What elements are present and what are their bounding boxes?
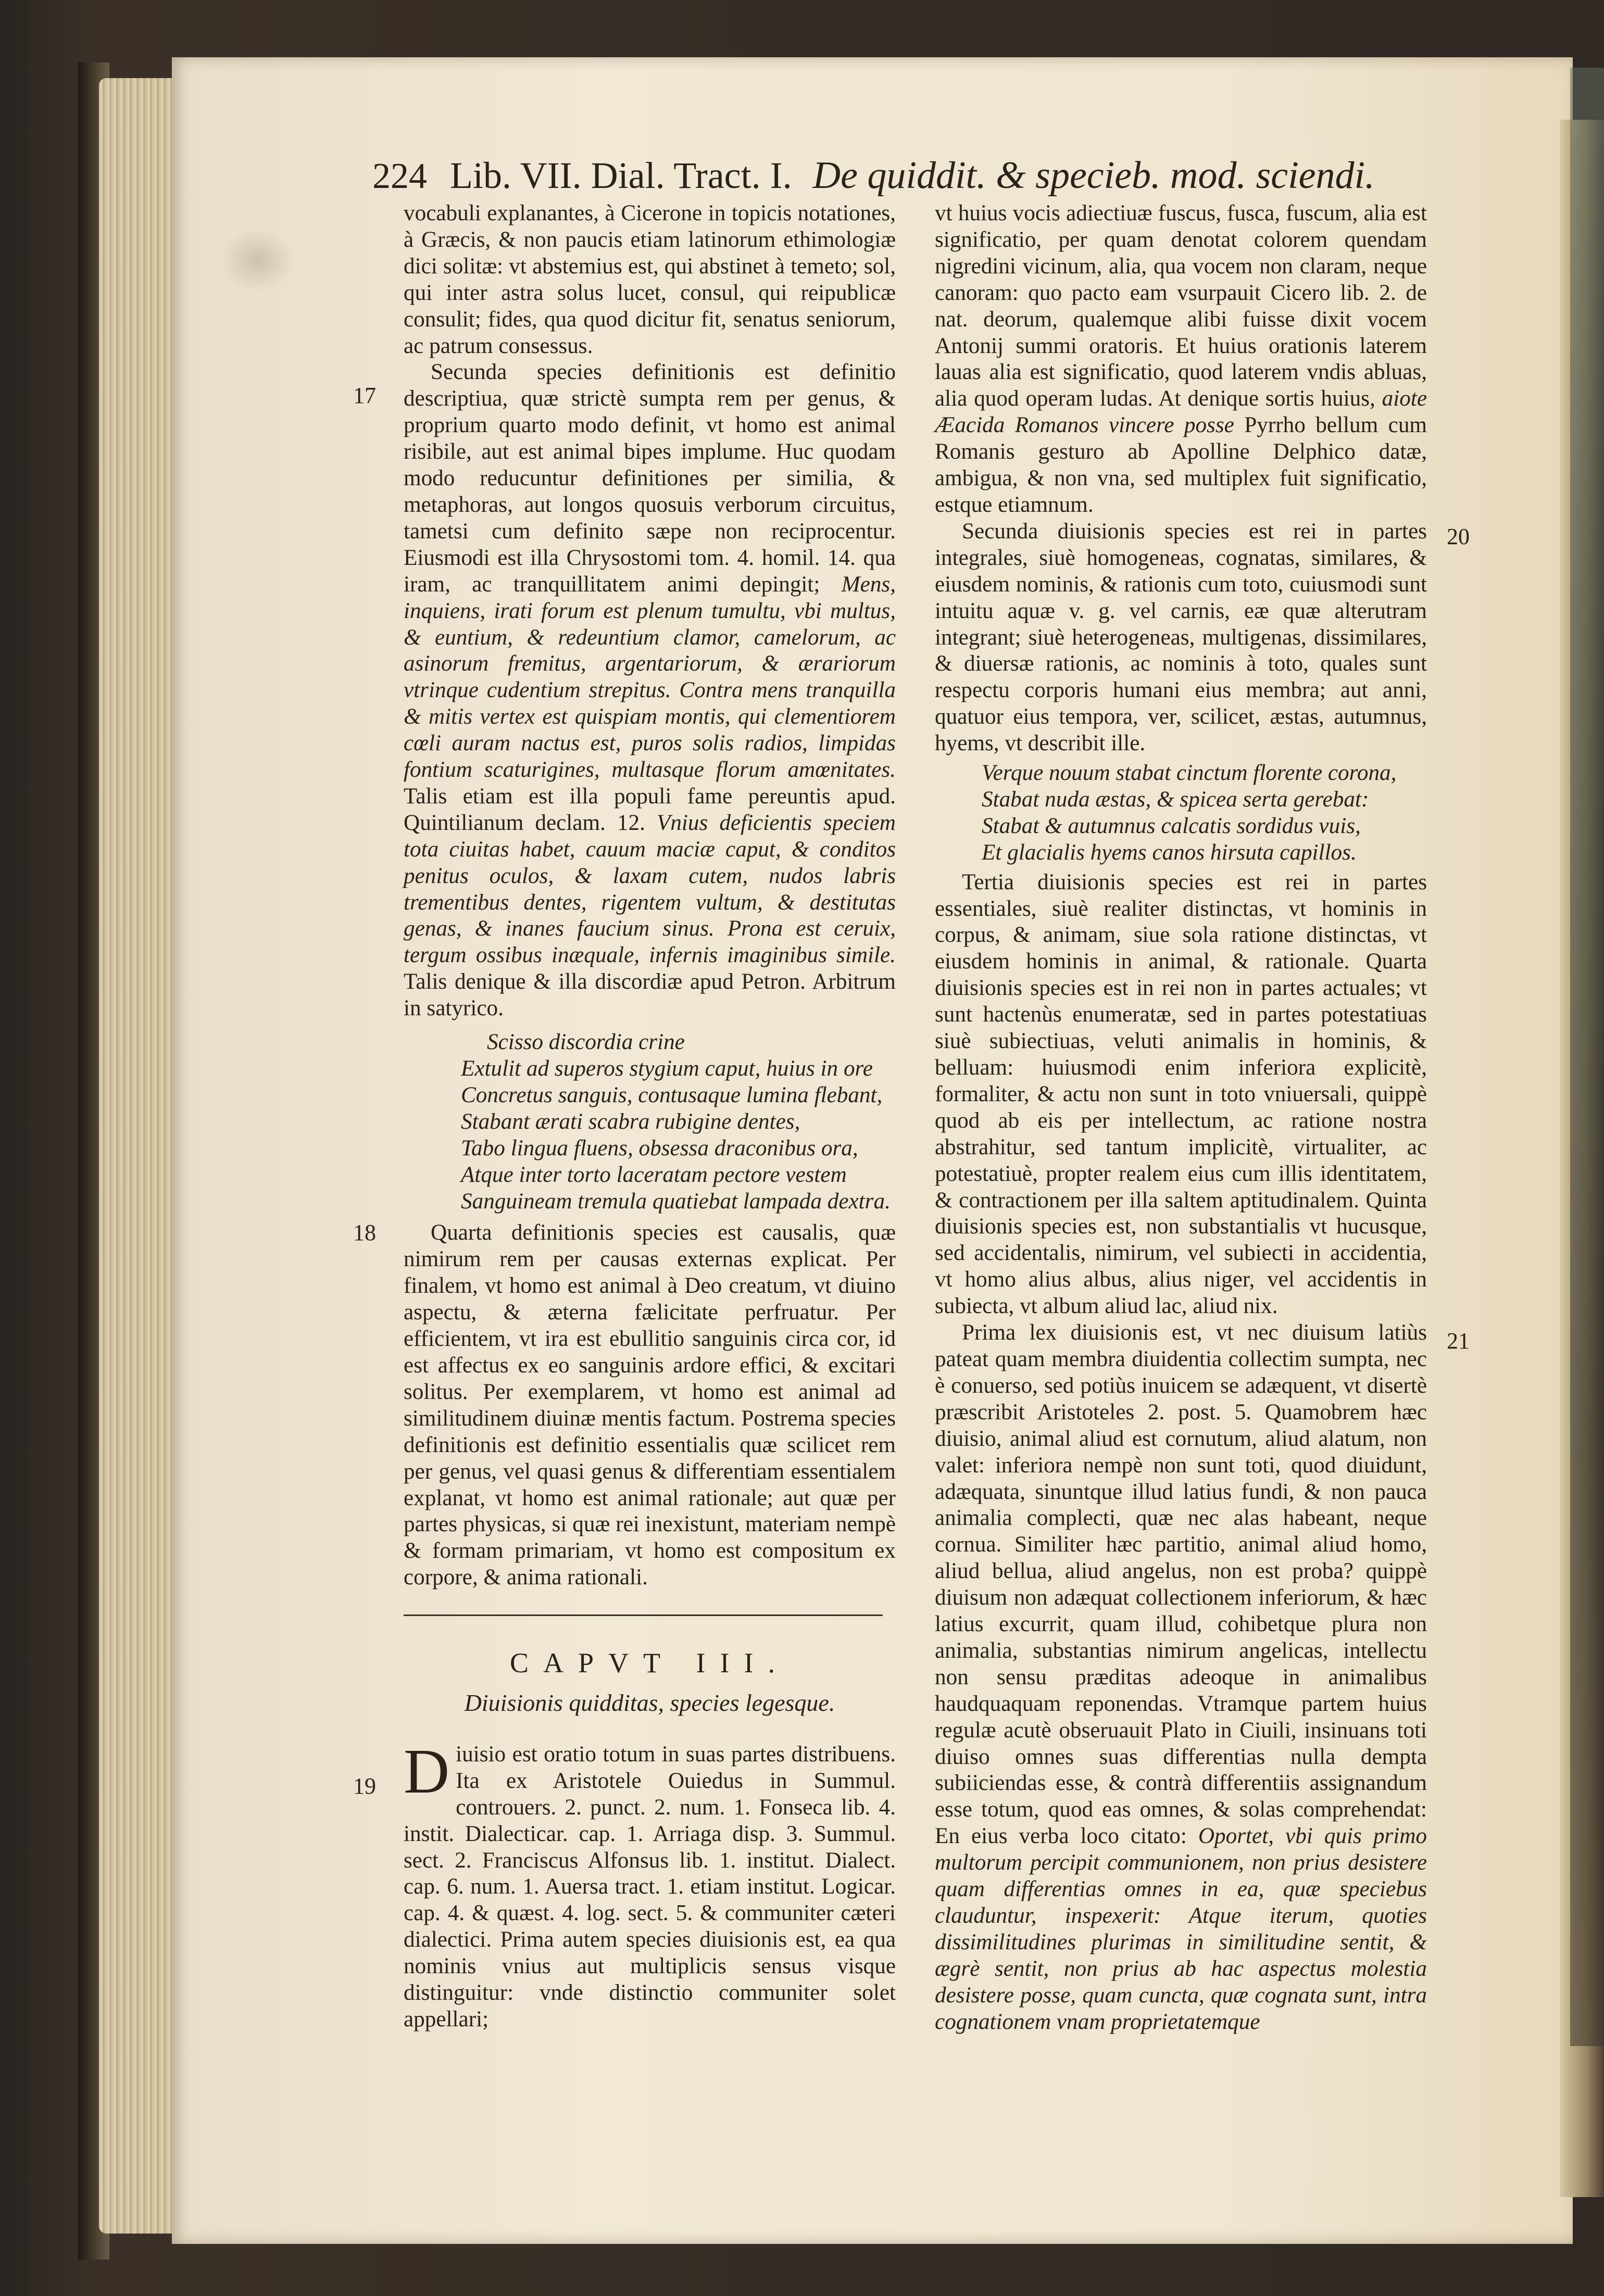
verse-line: Scisso discordia crine: [487, 1030, 685, 1055]
margin-number-17: 17: [353, 383, 376, 408]
verse-line: Atque inter torto laceratam pectore vestem: [461, 1162, 847, 1187]
text-span: iuisio est oratio totum in suas partes distribuens. Ita ex Aristotele Ouiedus in Summul. controuers. 2. punct. 2. num. 1. Fonseca lib. 4. instit. Dialecticar. cap. 1. Arriaga disp. 3. Summul. sect. 2. Franciscus Alfonsus lib. 1. institut. Dialect. cap. 6. num. 1. Auersa tract. 1. etiam institut. Logicar. cap. 4. & quæst. 4. log. sect. 5. & communiter cæteri dialectici. Prima autem species diuisionis est, ea qua nominis vnius aut multiplicis sensus visque distinguitur: vnde distinctio communiter solet appellari;: [404, 1742, 896, 2032]
paragraph-second-division: Secunda diuisionis species est rei in partes integrales, siuè homogeneas, cognatas, similares, & eiusdem nominis, & rationis cum toto, cuiusmodi sunt intuitu aquæ v. g. vel carnis, eæ quæ alterutram integrant; siuè heterogeneas, multigenas, dissimilares, & diuersæ rationis, ac nominis à toto, quales sunt respectu corporis humani eius membra; aut anni, quatuor eius tempora, ver, scilicet, æstas, autumnus, hyems, vt describit ille.: [935, 519, 1427, 756]
quote-chrysostom: Mens, inquiens, irati forum est plenum tumultu, vbi multus, & euntium, & redeuntium clamor, camelorum, ac asinorum fremitus, argentariorum, & ærariorum vtrinque cudentium strepitus. Contra mens tranquilla & mitis vertex est quispiam montis, qui clementiorem cœli auram nactus est, puros solis radios, limpidas fontium scaturigines, multasque florum amœnitates.: [404, 572, 896, 783]
margin-number-18: 18: [353, 1220, 376, 1245]
verse-line: Verque nouum stabat cinctum florente corona,: [982, 761, 1397, 786]
verse-ovid: [935, 760, 1427, 866]
text-span: Secunda species definitionis est definitio descriptiua, quæ strictè sumpta rem per genus, & proprium quarto modo definit, vt homo est animal risibile, aut est animal bipes implume. Huc quodam modo reducuntur definitiones per similia, & metaphoras, aut longos quosuis verborum circuitus, tametsi cum definito sæpe non reciprocentur. Eiusmodi est illa Chrysostomi tom. 4. homil. 14. qua iram, ac tranquillitatem animi depingit;: [404, 360, 896, 597]
right-column: [935, 200, 1427, 2036]
verse-line: Stabat & autumnus calcatis sordidus vuis,: [982, 813, 1361, 838]
paragraph-fuscus: [935, 200, 1427, 519]
paragraph-etymology: vocabuli explanantes, à Cicerone in topicis notationes, à Græcis, & non paucis etiam latinorum ethimologiæ dici solitæ: vt abstemius est, qui abstinet à temeto; sol, qui inter astra solus lucet, consul, qui reipublicæ consulit; fides, qua quod dicitur fit, senatus seniorum, ac patrum consessus.: [404, 201, 896, 358]
paragraph-descriptive-definition: [404, 359, 896, 1022]
running-title: Lib. VII. Dial. Tract. I.: [450, 155, 792, 196]
text-span: Talis etiam est illa populi fame pereuntis apud. Quintilianum declam. 12.: [404, 784, 896, 835]
verse-line: Stabat nuda æstas, & spicea serta gerebat:: [982, 787, 1369, 812]
drop-cap: D: [404, 1736, 450, 1807]
margin-number-20: 20: [1447, 524, 1470, 549]
text-span: vt huius vocis adiectiuæ fuscus, fusca, fuscum, alia est significatio, per quam denotat colorem quendam nigredini vicinum, alia, qua vocem non claram, neque canoram: quo pacto eam vsurpauit Cicero lib. 2. de nat. deorum, qualemque alibi fuisse dixit vocem Antonij summi oratoris. Et huius orationis laterem lauas alia est significatio, quod laterem vndis abluas, alia quod operam ludas. At denique sortis huius,: [935, 201, 1427, 411]
quote-quintilian: Vnius deficientis speciem tota ciuitas habet, cauum maciæ caput, & conditos penitus oculos, & laxam cutem, nudos labris trementibus dentes, rigentem vultum, & destitutas genas, & inanes faucium sinus. Prona est ceruix, tergum ossibus inæquale, infernis imaginibus simile.: [404, 810, 896, 968]
margin-number-19: 19: [353, 1773, 376, 1799]
binding-color-strip: [1570, 68, 1604, 2046]
chapter-subheading: Diuisionis quidditas, species legesque.: [464, 1689, 835, 1717]
chapter-heading: CAPVT III.: [509, 1647, 790, 1679]
page-edges-stack: [99, 78, 179, 2234]
page-number: 224: [372, 156, 427, 196]
verse-line: Sanguineam tremula quatiebat lampada dextra.: [461, 1189, 891, 1214]
text-span: Prima lex diuisionis est, vt nec diuisum latiùs pateat quam membra diuidentia collectim sumpta, nec è conuerso, sed potiùs inuicem se adæquent, vt disertè præscribit Aristoteles 2. post. 5. Quamobrem hæc diuisio, animal aliud est cornutum, aliud alatum, non valet: inferiora nempè non sunt toti, quod diuidunt, adæquata, sinuntque illud latius fundi, & non pauca animalia complecti, quæ nec alas habeant, neque cornua. Similiter hæc partitio, animal aliud homo, aliud bellua, aliud angelus, non est proba? quippè diuisum non adæquat collectionem inferiorum, & hæc latius excurrit, quam illud, cohibetque plura non animalia, substantias nimirum angelicas, intellectu non sensu præditas adeoque in animalibus haudquaquam reponendas. Vtramque partem huius regulæ acutè obseruauit Plato in Ciuili, insinuans toti diuiso omnes suas differentias nulla dempta subiiciendas esse, & contrà differentiis assignandum esse totum, quod eas omnes, & solas comprehendat: En eius verba loco citato:: [935, 1320, 1427, 1849]
paragraph-division-definition: [404, 1736, 896, 2033]
section-divider: [404, 1614, 883, 1616]
verse-line: Et glacialis hyems canos hirsuta capillos.: [982, 840, 1357, 865]
quote-plato: Oportet, vbi quis primo multorum percipit communionem, non prius desistere quam differentias omnes in ea, quæ speciebus clauduntur, inspexerit: Atque iterum, quoties dissimilitudines plurimas in similitudine sentit, & ægrè sentit, non prius ab hac aspectus molestia desistere posse, quam cuncta, quæ cognata sunt, intra cognationem vnam proprietatemque: [935, 1824, 1427, 2034]
verse-line: Tabo lingua fluens, obsessa draconibus ora,: [461, 1136, 858, 1160]
quote-oracle: aiote Æacida Romanos vincere posse: [935, 386, 1427, 438]
paragraph-third-division: Tertia diuisionis species est rei in partes essentiales, siuè realiter distinctas, vt hominis in corpus, & animam, siue sola ratione distinctas, vt eiusdem hominis in animal, & rationale. Quarta diuisionis species est in rei non in partes actuales; vt sunt hactenùs enumeratæ, sed in partes potestatiuas siuè subiectiuas, veluti animalis in hominis, & belluam: huiusmodi enim inferiora explicitè, formaliter, & actu non sunt in toto vniuersali, quippè quod ab eis per intellectum, ac ratione nostra abstrahitur, sed tantum implicitè, virtualiter, ac potestatiuè, propter realem eius cum illis identitatem, & contractionem per illa saltem aptitudinalem. Quinta diuisionis species est, non substantialis vt hucusque, sed accidentalis, nimirum, vel subiecti in accidentia, vt homo alius albus, alius niger, vel accidentis in subiecta, vt album aliud lac, aliud nix.: [935, 869, 1427, 1319]
verse-line: Extulit ad superos stygium caput, huius in ore: [461, 1056, 873, 1081]
ink-blot: [221, 229, 294, 292]
left-column: [404, 200, 896, 2033]
running-header: [372, 154, 1375, 206]
text-span: Talis denique & illa discordiæ apud Petron. Arbitrum in satyrico.: [404, 969, 896, 1021]
margin-number-21: 21: [1447, 1328, 1470, 1354]
chapter-title: De quiddit. & specieb. mod. sciendi.: [812, 154, 1375, 197]
text-span: Pyrrho bellum cum Romanis gesturo ab Apolline Delphico datæ, ambigua, & non vna, sed multiplex fuit significatio, estque etiamnum.: [935, 413, 1427, 517]
paragraph-first-law: [935, 1320, 1427, 2035]
verse-line: Stabant ærati scabra rubigine dentes,: [461, 1109, 800, 1134]
paragraph-causal-definition: Quarta definitionis species est causalis, quæ nimirum rem per causas externas explicat. Per finalem, vt homo est animal à Deo creatum, vt diuino aspectu, & æterna fælicitate perfruatur. Per efficientem, vt ira est ebullitio sanguinis circa cor, id est affectus ex eo sanguinis ardore effici, & excitari solitus. Per exemplarem, vt homo est animal ad similitudinem diuinæ mentis factum. Postrema species definitionis est definitio essentialis quæ scilicet rem per genus, vel quasi genus & differentiam essentialem explanat, vt homo est animal rationale; aut quæ per partes physicas, si quæ rei inexistunt, materiam nempè & formam primariam, vt homo est compositum ex corpore, & anima rationali.: [404, 1220, 896, 1590]
verse-petronius: [404, 1029, 896, 1215]
verse-line: Concretus sanguis, contusaque lumina flebant,: [461, 1082, 883, 1107]
